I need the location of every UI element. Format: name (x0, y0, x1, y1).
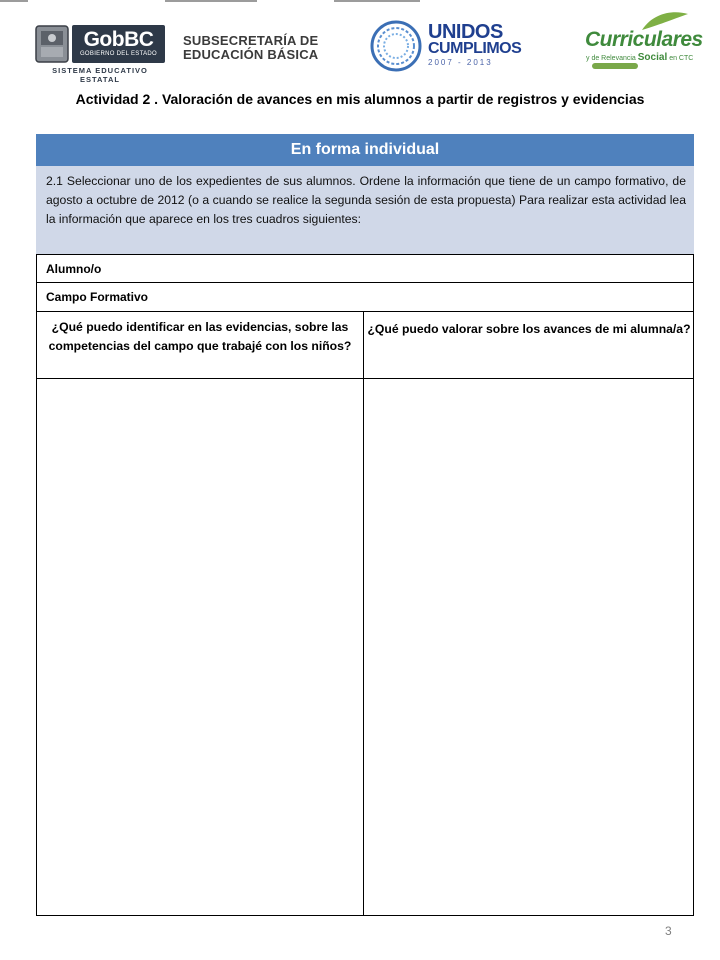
subsecretaria-line1: SUBSECRETARÍA DE (183, 33, 319, 48)
gobbc-title: GobBC (83, 28, 154, 51)
globe-icon (368, 18, 424, 74)
curriculares-tagline (586, 52, 693, 63)
curriculares-social: Social (637, 52, 668, 63)
left-column-heading: ¿Qué puedo identificar en las evidencias, sobre las competencias del campo que trabajé con los niños? (48, 320, 352, 353)
section-heading: En forma individual (36, 134, 694, 166)
subsecretaria-logo (183, 34, 318, 62)
activity-title: Actividad 2 . Valoración de avances en mis alumnos a partir de registros y evidencias (75, 91, 645, 107)
gobbc-wordmark (72, 25, 165, 63)
alumno-label: Alumno/o (46, 262, 102, 276)
curriculares-word: Curriculares (585, 28, 703, 51)
left-answer-area[interactable] (37, 379, 363, 916)
right-column-heading: ¿Qué puedo valorar sobre los avances de mi alumna/a? (367, 322, 691, 336)
campo-formativo-label: Campo Formativo (46, 290, 149, 304)
campo-formativo-row[interactable] (36, 283, 694, 312)
evidence-table (36, 312, 694, 916)
unidos-years: 2007 - 2013 (428, 58, 493, 67)
right-answer-area[interactable] (364, 379, 693, 916)
gobbc-subtitle: GOBIERNO DEL ESTADO (79, 51, 158, 57)
unidos-word: UNIDOS (428, 21, 503, 43)
curriculares-ctc: en CTC (669, 55, 694, 62)
state-shield-icon (35, 25, 69, 63)
curriculares-sub: y de Relevancia (586, 55, 636, 62)
page-number: 3 (665, 924, 672, 938)
gobbc-logo (35, 25, 165, 84)
header-logo-bar (0, 0, 720, 84)
curriculares-year-bar (592, 63, 638, 69)
top-rule (165, 0, 257, 2)
alumno-row[interactable] (36, 254, 694, 283)
unidos-cumplimos-logo (368, 18, 522, 70)
instructions-text: 2.1 Seleccionar uno de los expedientes de sus alumnos. Ordene la información que tiene de un campo formativo, de agosto a octubre de 2012 (o a cuando se realice la segunda sesión de esta propuesta) Para realizar esta actividad lea la información que aparece en los tres cuadros siguientes: (36, 166, 694, 254)
top-rule (0, 0, 28, 2)
top-rule (334, 0, 420, 2)
cumplimos-word: CUMPLIMOS (428, 40, 522, 57)
gobbc-system-label: SISTEMA EDUCATIVO ESTATAL (52, 66, 148, 84)
curriculares-logo (580, 8, 710, 68)
subsecretaria-line2: EDUCACIÓN BÁSICA (183, 47, 319, 62)
